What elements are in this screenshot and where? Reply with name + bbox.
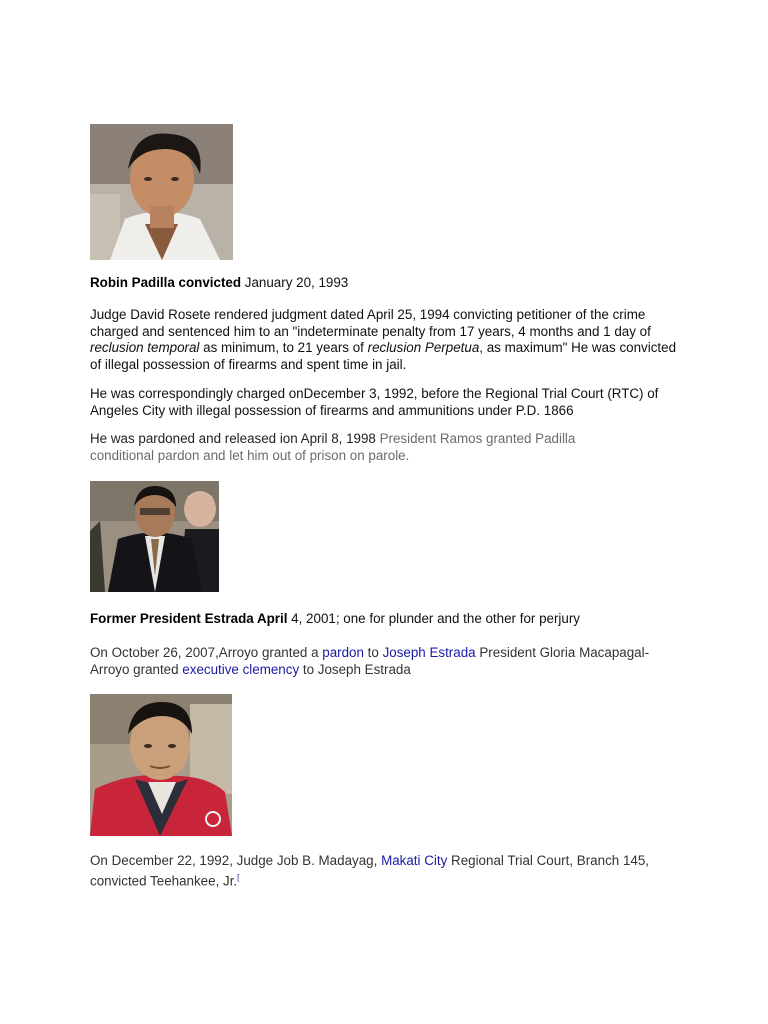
text-run: He was pardoned and released ion April 8, 1998: [90, 431, 380, 446]
teehankee-photo: [90, 694, 232, 836]
section2-heading: [90, 611, 685, 628]
section1-paragraph3: [90, 431, 610, 464]
section1-paragraph1: [90, 307, 685, 373]
conviction-date: January 20, 1993: [241, 275, 349, 290]
text-run: to: [363, 645, 383, 660]
text-run: On October 26, 2007,Arroyo granted a: [90, 645, 323, 660]
robin-padilla-name: Robin Padilla convicted: [90, 275, 242, 290]
estrada-photo: [90, 481, 219, 592]
joseph-estrada-link[interactable]: Joseph Estrada: [382, 645, 476, 660]
text-run: President Gloria Macapagal-Arroyo granted: [90, 645, 650, 677]
text-run: On December 22, 1992, Judge Job B. Madayag,: [90, 853, 382, 868]
section2-paragraph1: [90, 645, 685, 678]
text-run: Regional Trial Court, Branch 145, convicted Teehankee, Jr.: [90, 853, 650, 889]
text-run: , as maximum" He was convicted of illegal possession of firearms and spent time in jail.: [90, 340, 677, 372]
italic-term: reclusion Perpetua: [367, 340, 480, 356]
estrada-name: Former President Estrada April: [90, 611, 288, 626]
section1-heading: [90, 275, 685, 292]
section1-paragraph2: He was correspondingly charged onDecember 3, 1992, before the Regional Trial Court (RTC) of Angeles City with illegal possession of firearms and ammunitions under P.D. 1866: [90, 386, 659, 418]
text-run: to Joseph Estrada: [299, 661, 411, 677]
makati-city-link[interactable]: Makati City: [381, 853, 448, 868]
text-run: as minimum, to 21 years of: [199, 340, 368, 356]
heading-rest: 4, 2001; one for plunder and the other for perjury: [287, 611, 581, 626]
pardon-link[interactable]: pardon: [322, 645, 364, 660]
text-run: Judge David Rosete rendered judgment dated April 25, 1994 convicting petitioner of the crime charged and sentenced him to an "indeterminate penalty from 17 years, 4 months and 1 day of: [90, 307, 651, 339]
footnote-link[interactable]: [: [237, 872, 240, 882]
robin-padilla-photo: [90, 124, 233, 260]
section3-paragraph1: [90, 853, 685, 890]
executive-clemency-link[interactable]: executive clemency: [182, 661, 300, 677]
italic-term: reclusion temporal: [90, 340, 200, 356]
text-run: President Ramos granted Padilla conditional pardon and let him out of prison on parole.: [90, 431, 576, 463]
